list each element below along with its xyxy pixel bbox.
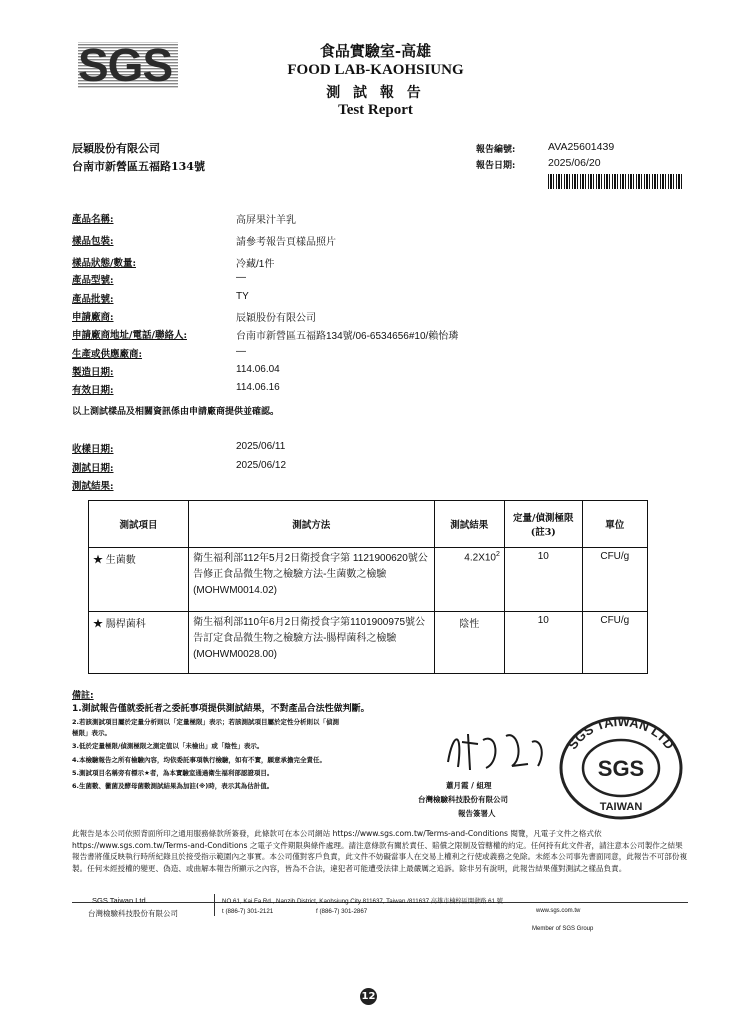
logo-text: SGS: [78, 39, 173, 91]
report-no-value: AVA25601439: [548, 141, 615, 153]
signature-block: [418, 722, 554, 822]
test-date-value: 2025/06/12: [236, 460, 287, 471]
report-no-label: 報告編號:: [476, 145, 516, 155]
report-title-zh: 測 試 報 告: [326, 85, 425, 101]
signer-company: 台灣檢驗科技股份有限公司: [418, 795, 508, 804]
footer-company-en: SGS Taiwan Ltd.: [92, 896, 148, 905]
test-item-cell: ★ 腸桿菌科: [89, 612, 189, 674]
terms-paragraph: 此報告是本公司依照背面所印之通用服務條款所簽發，此條款可在本公司網站 https://www.sgs.com.tw/Terms-and-Conditions 閱覽，凡電子文件之格式依 https://www.sgs.com.tw/Terms-and-Conditions 之電子文件期限與條件處理。請注意條款有關於責任、賠償之限制及管轄權的約定。任何持有此文件者，請注意本公司製作之結果報告書將僅反映執行時所紀錄且於接受指示範圍內之事實。本公司僅對客戶負責，此文件不妨礙當事人在交易上權利之行使或義務之免除。未經本公司事先書面同意，此報告不可部份複製。任何未經授權的變更、偽造、或曲解本報告所顯示之內容，皆為不合法，違犯者可能遭受法律上最嚴厲之追訴。除非另有說明，此報告結果僅對測試之樣品負責。: [72, 829, 688, 873]
unit-cell: CFU/g: [582, 612, 647, 674]
receive-date-value: 2025/06/11: [236, 441, 286, 452]
test-method-cell: 衛生福利部112年5月2日衛授食字第 1121900620號公告修正食品微生物之檢驗方法-生菌數之檢驗(MOHWM0014.02): [189, 548, 434, 612]
test-result-label: 測試結果:: [72, 481, 114, 492]
header-cell: 測試項目: [89, 501, 189, 548]
header-cell: 單位: [582, 501, 647, 548]
stamp-arc-text: SGS TAIWAN LTD: [564, 713, 678, 753]
unit-cell: CFU/g: [582, 548, 647, 612]
header-cell: 測試方法: [189, 501, 434, 548]
header-cell: 測試結果: [434, 501, 504, 548]
test-date-label: 測試日期:: [72, 463, 114, 474]
remark-item: 極限」表示。: [72, 729, 111, 737]
sample-value: 冷藏/1件: [236, 259, 275, 270]
sample-value: 高屏果汁羊乳: [236, 215, 296, 226]
lab-name-zh: 食品實驗室-高雄: [319, 42, 432, 60]
footer-web: www.sgs.com.tw: [536, 908, 581, 914]
footer-fax: f (886-7) 301-2867: [316, 908, 368, 915]
stamp-center-text: SGS: [597, 756, 645, 781]
footer-company-zh: 台灣檢驗科技股份有限公司: [88, 909, 178, 918]
sample-label: 產品型號:: [72, 275, 114, 286]
limit-cell: 10: [504, 612, 582, 674]
result-base: 4.2X10: [464, 552, 496, 564]
sample-value: —: [236, 272, 246, 283]
company-stamp: [556, 712, 686, 822]
report-date-label: 報告日期:: [476, 161, 516, 171]
sample-value: TY: [236, 291, 249, 302]
stamp-graphic: [556, 712, 686, 822]
remark-item: 6.生菌數、黴菌及酵母菌數測試結果為加註(※)時，表示其為估計值。: [72, 782, 274, 790]
sample-value: 114.06.04: [236, 364, 280, 375]
results-table: [88, 500, 648, 674]
footer-address: NO.61, Kai Fa Rd., Nanzih District, Kaohsiung City 811637, Taiwan /811637 高雄市楠梓區開發路 61 號: [222, 898, 503, 905]
sample-value: 114.06.16: [236, 382, 280, 393]
footer-separator: [214, 894, 215, 916]
table-header-row: [89, 501, 648, 548]
signer-role: 報告簽署人: [458, 809, 496, 818]
sample-label: 生產或供應廠商:: [72, 349, 143, 360]
footer-tel: t (886-7) 301-2121: [222, 908, 274, 915]
page-number: 12: [360, 988, 377, 1005]
footer-member: Member of SGS Group: [532, 926, 594, 932]
table-row: [89, 612, 648, 674]
test-result-cell: 陰性: [434, 612, 504, 674]
remark-item: 2.若該測試項目屬於定量分析則以「定量極限」表示；若該測試項目屬於定性分析則以「偵測: [72, 718, 339, 726]
sample-label: 申請廠商地址/電話/聯絡人:: [72, 330, 187, 341]
sample-value: 台南市新營區五福路134號/06-6534656#10/賴怡璘: [236, 331, 459, 342]
sample-label: 申請廠商:: [72, 312, 114, 323]
remarks-title: 備註:: [72, 691, 94, 701]
test-item-cell: ★ 生菌數: [89, 548, 189, 612]
sample-label: 樣品包裝:: [72, 236, 114, 247]
barcode: [548, 174, 684, 189]
remark-item: 5.測試項目名稱旁有標示★者，為本實驗室通過衛生福利部認證項目。: [72, 769, 274, 777]
svg-text:SGS TAIWAN LTD: [565, 714, 678, 752]
test-method-cell: 衛生福利部110年6月2日衛授食字第1101900975號公告訂定食品微生物之檢驗方法-腸桿菌科之檢驗(MOHWM0028.00): [189, 612, 434, 674]
limit-cell: 10: [504, 548, 582, 612]
sample-value: 請參考報告頁樣品照片: [236, 237, 336, 248]
receive-date-label: 收樣日期:: [72, 444, 114, 455]
handwritten-signature: [428, 722, 564, 776]
remark-item: 1.測試報告僅就委託者之委託事項提供測試結果，不對產品合法性做判斷。: [72, 704, 370, 714]
header-cell: 定量/偵測極限(註3): [504, 501, 582, 548]
lab-name-en: FOOD LAB-KAOHSIUNG: [287, 62, 464, 78]
sample-label: 產品批號:: [72, 294, 114, 305]
result-exponent: 2: [496, 551, 500, 558]
sample-value: —: [236, 346, 246, 357]
remark-item: 3.低於定量極限/偵測極限之測定值以「未檢出」或「陰性」表示。: [72, 742, 264, 750]
signer-name: 蕭月霞 / 組理: [446, 781, 492, 790]
sample-label: 樣品狀態/數量:: [72, 258, 136, 269]
sample-note: 以上測試樣品及相關資訊係由申請廠商提供並確認。: [72, 407, 280, 417]
table-row: [89, 548, 648, 612]
customer-address: 台南市新營區五福路134號: [72, 160, 205, 173]
remark-item: 4.本檢驗報告之所有檢驗內容，均依委託事項執行檢驗，如有不實，願意承擔完全責任。: [72, 756, 326, 764]
report-title-en: Test Report: [338, 102, 413, 118]
test-result-cell: [434, 548, 504, 612]
report-date-value: 2025/06/20: [548, 157, 601, 169]
stamp-bottom-text: TAIWAN: [599, 801, 643, 813]
sample-label: 製造日期:: [72, 367, 114, 378]
sample-label: 有效日期:: [72, 385, 114, 396]
sample-label: 產品名稱:: [72, 214, 114, 225]
sample-value: 辰穎股份有限公司: [236, 313, 316, 324]
customer-name: 辰穎股份有限公司: [72, 142, 160, 155]
